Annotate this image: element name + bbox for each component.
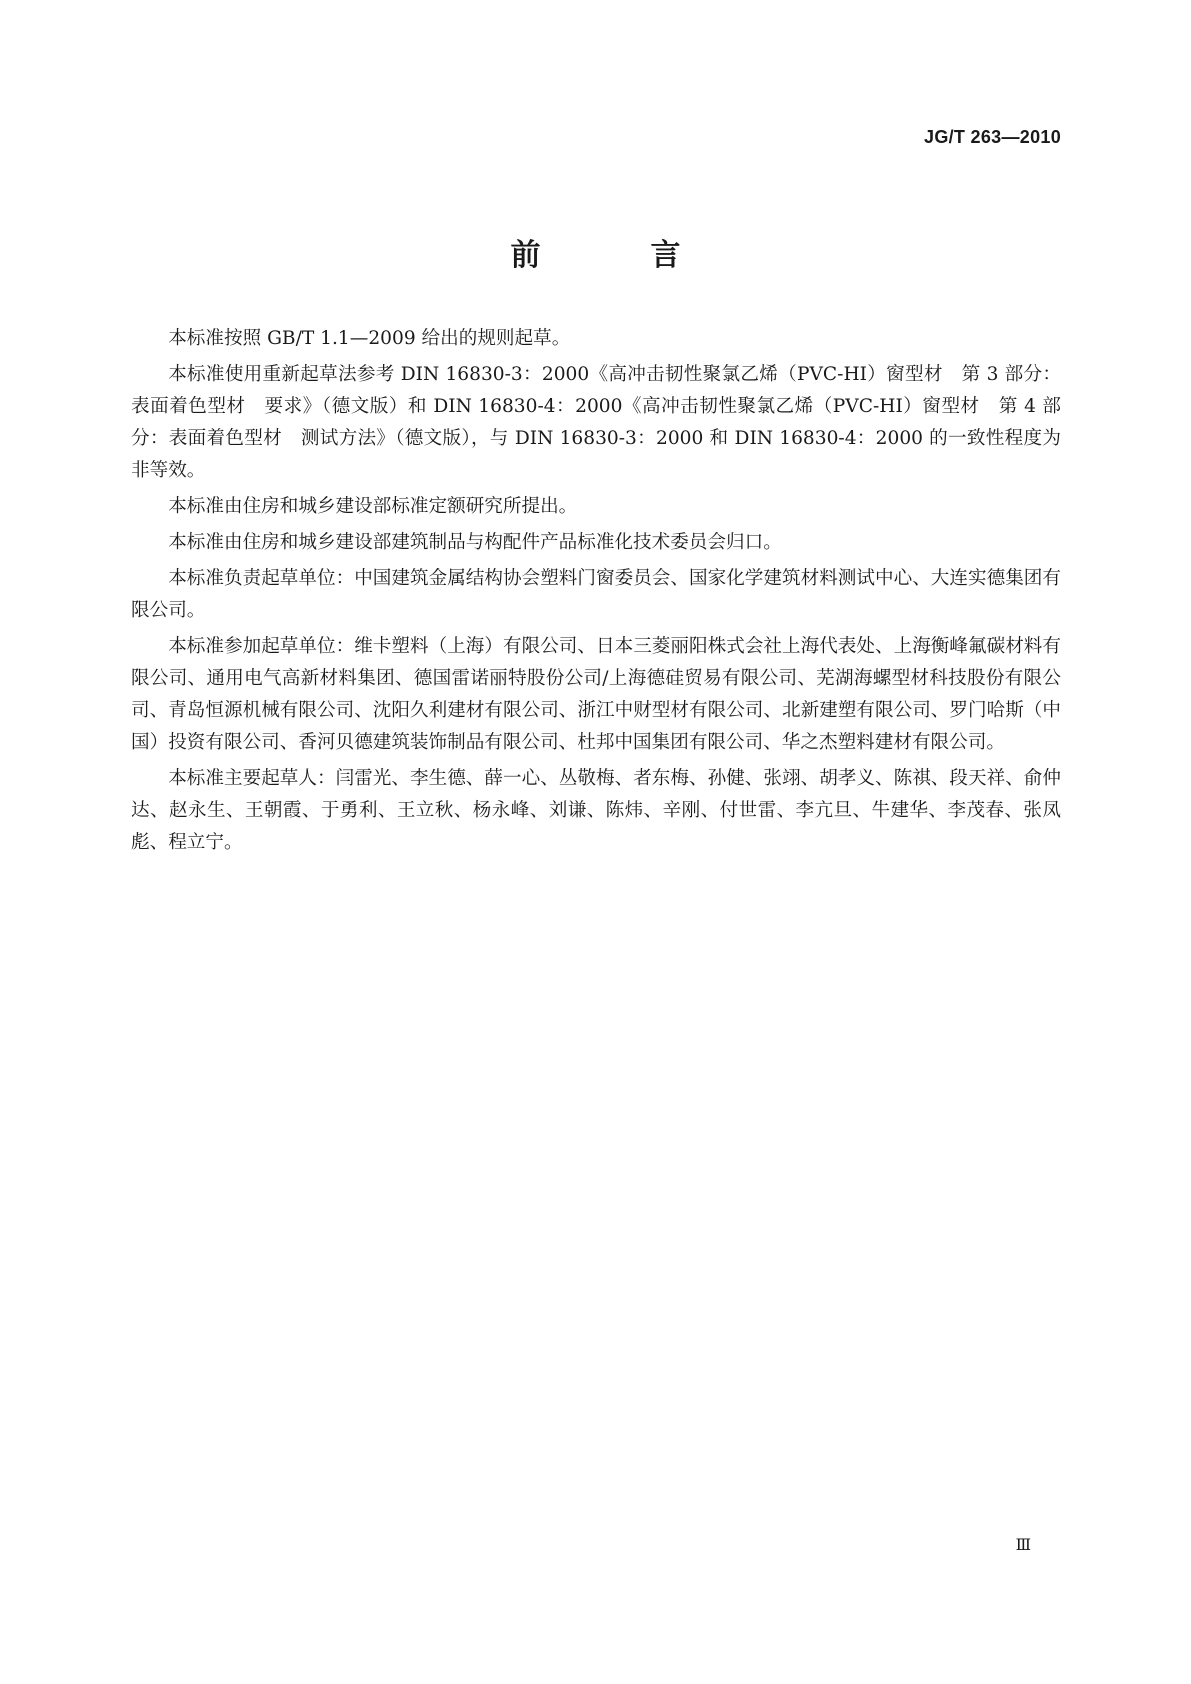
paragraph-responsible-committee: 本标准由住房和城乡建设部建筑制品与构配件产品标准化技术委员会归口。: [168, 532, 782, 553]
paragraph-reference-standards: 本标准使用重新起草法参考 DIN 16830-3：2000《高冲击韧性聚氯乙烯（PVC-HI）窗型材 第 3 部分：表面着色型材 要求》（德文版）和 DIN 16830-4：2000《高冲击韧性聚氯乙烯（PVC-HI）窗型材 第 4 部分：表面着色型材 测试方法》（德文版），与 DIN 16830-3：2000 和 DIN 16830-4：2000 的一致性程度为非等效。: [131, 364, 1061, 481]
paragraph-lead-drafting-units: 本标准负责起草单位：中国建筑金属结构协会塑料门窗委员会、国家化学建筑材料测试中心、大连实德集团有限公司。: [131, 568, 1061, 621]
foreword-body: [131, 323, 1061, 863]
standard-code-header: JG/T 263—2010: [924, 127, 1061, 147]
paragraph-drafting-rules: 本标准按照 GB/T 1.1—2009 给出的规则起草。: [168, 328, 571, 349]
paragraph-main-drafters: 本标准主要起草人：闫雷光、李生德、薛一心、丛敬梅、者东梅、孙健、张翊、胡孝义、陈祺、段天祥、俞仲达、赵永生、王朝霞、于勇利、王立秋、杨永峰、刘谦、陈炜、辛刚、付世雷、李亢旦、牛建华、李茂春、张凤彪、程立宁。: [131, 768, 1061, 853]
section-title: 前 言: [510, 238, 721, 273]
paragraph-participating-units: 本标准参加起草单位：维卡塑料（上海）有限公司、日本三菱丽阳株式会社上海代表处、上海衡峰氟碳材料有限公司、通用电气高新材料集团、德国雷诺丽特股份公司/上海德硅贸易有限公司、芜湖海螺型材科技股份有限公司、青岛恒源机械有限公司、沈阳久利建材有限公司、浙江中财型材有限公司、北新建塑有限公司、罗门哈斯（中国）投资有限公司、香河贝德建筑装饰制品有限公司、杜邦中国集团有限公司、华之杰塑料建材有限公司。: [131, 636, 1061, 753]
paragraph-proposer: 本标准由住房和城乡建设部标准定额研究所提出。: [168, 496, 578, 517]
page-number: Ⅲ: [1015, 1535, 1031, 1554]
